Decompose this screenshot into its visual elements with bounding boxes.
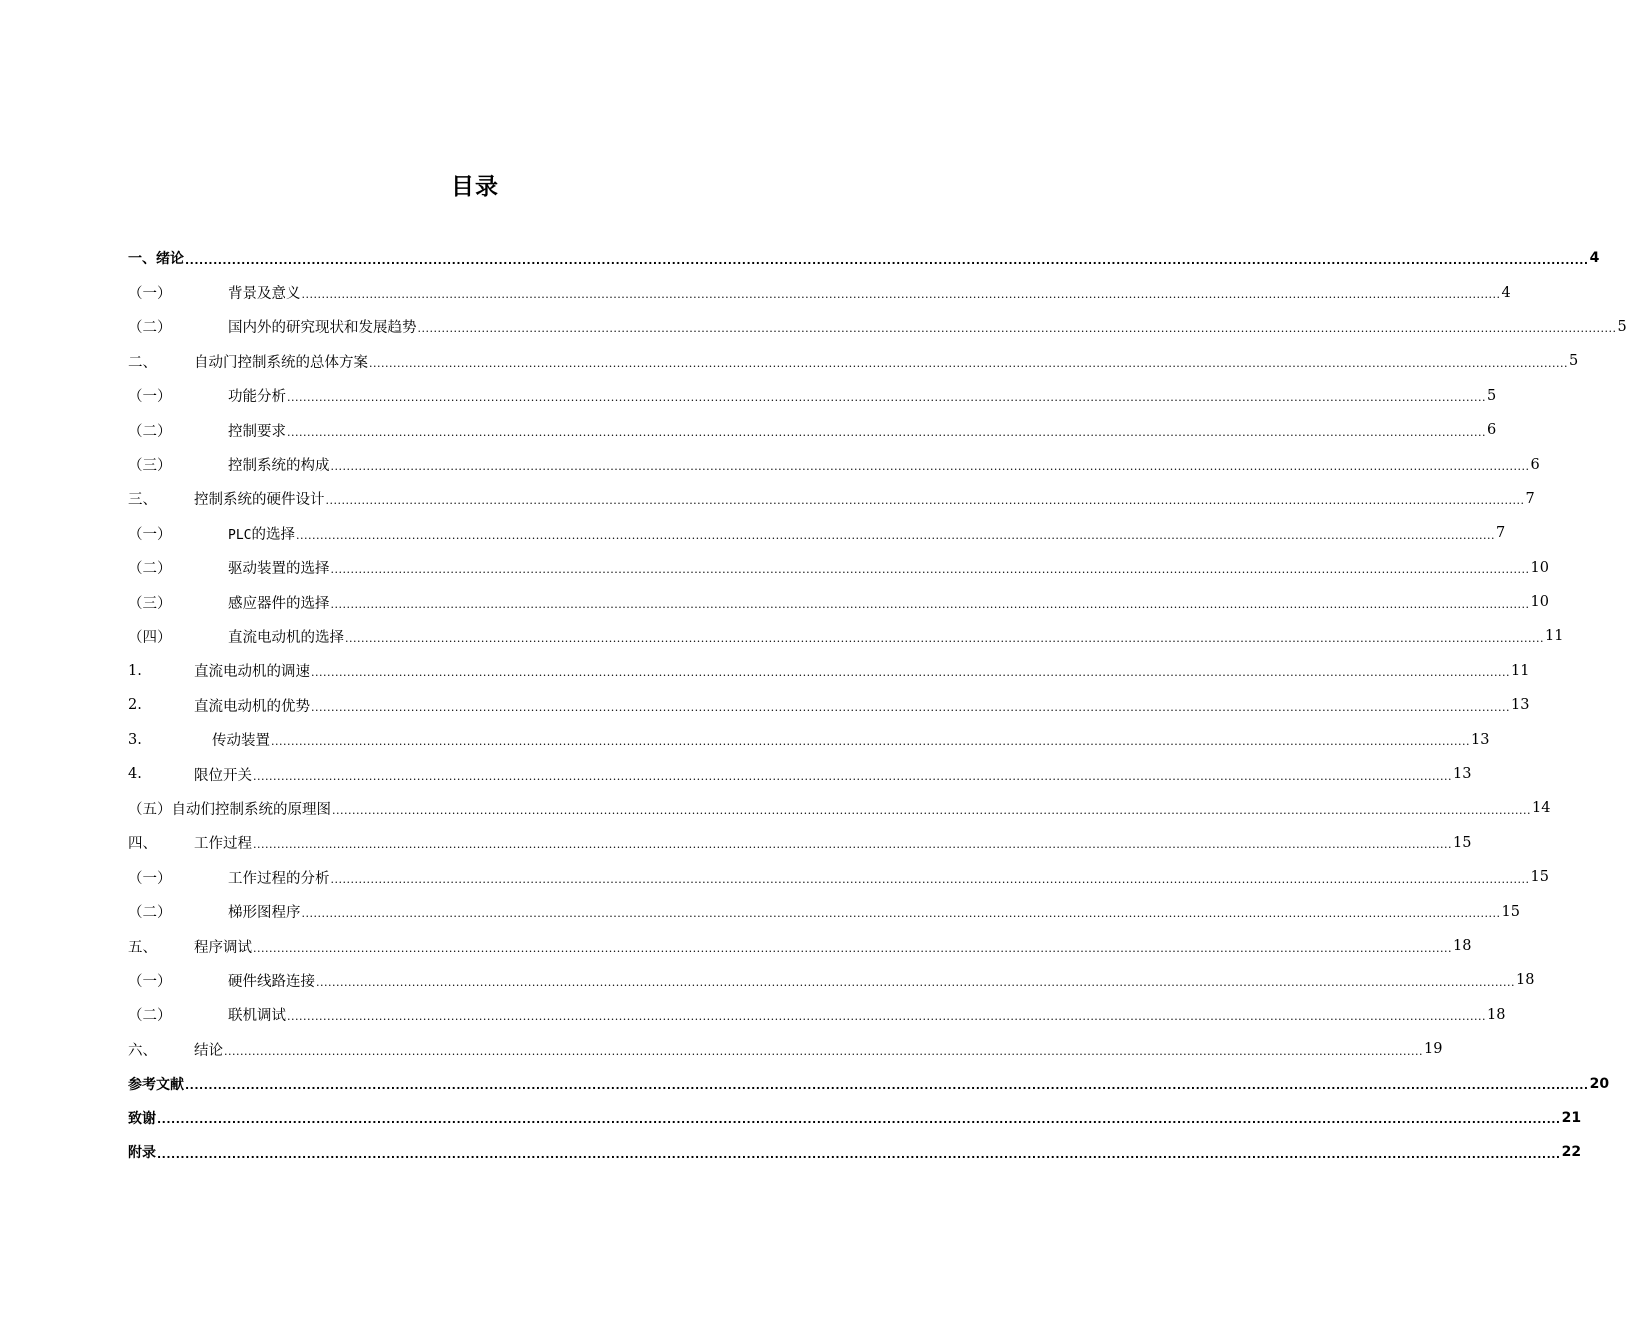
toc-entry-page-number: 10	[1530, 594, 1549, 611]
toc-entry-title: 感应器件的选择	[228, 595, 330, 612]
toc-entry[interactable]	[128, 413, 1497, 447]
toc-entry-page-number: 19	[1423, 1041, 1443, 1058]
toc-entry-page-number: 4	[1589, 250, 1600, 267]
dot-leader: ............................................................................................................................................................................................................................................................................................................	[330, 872, 1530, 886]
toc-entry-title: 附录	[128, 1145, 156, 1162]
dot-leader: ............................................................................................................................................................................................................................................................................................................	[311, 700, 1510, 714]
toc-entry-page-number: 14	[1531, 800, 1551, 817]
dot-leader: ............................................................................................................................................................................................................................................................................................................	[185, 1079, 1589, 1093]
toc-entry[interactable]	[128, 310, 1627, 344]
dot-leader: ............................................................................................................................................................................................................................................................................................................	[301, 907, 1501, 921]
dot-leader: ............................................................................................................................................................................................................................................................................................................	[253, 838, 1452, 852]
toc-entry-page-number: 5	[1486, 387, 1497, 404]
toc-entry[interactable]	[128, 1066, 1610, 1100]
dot-leader: ............................................................................................................................................................................................................................................................................................................	[330, 563, 1530, 577]
toc-entry[interactable]	[128, 379, 1497, 413]
toc-entry-title: 直流电动机的调速	[194, 664, 310, 681]
dot-leader: ............................................................................................................................................................................................................................................................................................................	[287, 1010, 1486, 1024]
toc-entry[interactable]	[128, 585, 1549, 619]
toc-entry-number: （三）	[128, 595, 172, 612]
toc-entry-title: 工作过程的分析	[228, 870, 330, 887]
toc-entry-number: 四、	[128, 836, 157, 853]
toc-entry-page-number: 4	[1501, 284, 1511, 301]
toc-entry-number: （二）	[128, 905, 172, 922]
toc-entry-title: 梯形图程序	[228, 905, 301, 922]
dot-leader: ............................................................................................................................................................................................................................................................................................................	[224, 1044, 1423, 1058]
toc-entry-title: 参考文献	[128, 1076, 184, 1093]
toc-entry-title: 功能分析	[228, 389, 286, 406]
toc-entry-title: 国内外的研究现状和发展趋势	[228, 320, 417, 337]
toc-entry[interactable]	[128, 929, 1472, 963]
toc-entry-page-number: 15	[1501, 903, 1520, 920]
toc-entry-title: 控制系统的构成	[228, 458, 330, 475]
toc-entry-title: 工作过程	[194, 836, 252, 853]
toc-entry[interactable]	[128, 1101, 1582, 1135]
toc-entry-page-number: 13	[1470, 731, 1490, 748]
toc-entry-number: 3.	[128, 731, 142, 748]
toc-entry[interactable]	[128, 688, 1530, 722]
dot-leader: ............................................................................................................................................................................................................................................................................................................	[157, 1113, 1561, 1127]
dot-leader: ............................................................................................................................................................................................................................................................................................................	[287, 425, 1486, 439]
toc-entry-page-number: 18	[1452, 938, 1472, 954]
toc-entry-number: 1.	[128, 662, 142, 679]
toc-entry-number: （一）	[128, 286, 172, 303]
toc-entry-number: 4.	[128, 766, 142, 783]
toc-entry-page-number: 7	[1495, 525, 1506, 542]
toc-entry[interactable]	[128, 998, 1506, 1032]
toc-entry-number: （一）	[128, 526, 172, 543]
toc-entry[interactable]	[128, 482, 1535, 516]
toc-entry-number: 三、	[128, 492, 157, 509]
toc-entry[interactable]	[128, 894, 1520, 928]
dot-leader: ............................................................................................................................................................................................................................................................................................................	[287, 391, 1486, 405]
dot-leader: ............................................................................................................................................................................................................................................................................................................	[330, 460, 1530, 474]
toc-entry[interactable]	[128, 722, 1490, 756]
toc-entry-number: （二）	[128, 423, 172, 440]
toc-entry-page-number: 18	[1515, 972, 1535, 989]
toc-entry[interactable]	[128, 447, 1540, 481]
toc-entry-title: 驱动装置的选择	[228, 561, 330, 578]
toc-entry[interactable]	[128, 516, 1506, 550]
toc-entry-page-number: 13	[1510, 697, 1530, 714]
toc-entry[interactable]	[128, 241, 1600, 275]
toc-entry[interactable]	[128, 344, 1579, 378]
toc-entry-number: 2.	[128, 697, 142, 714]
dot-leader: ............................................................................................................................................................................................................................................................................................................	[301, 288, 1501, 302]
toc-entry[interactable]	[128, 963, 1535, 997]
toc-entry[interactable]	[128, 1032, 1443, 1066]
toc-entry-title: 联机调试	[228, 1008, 286, 1025]
toc-entry-title: 传动装置	[212, 733, 270, 750]
toc-entry-title: 直流电动机的选择	[228, 629, 344, 646]
dot-leader: ............................................................................................................................................................................................................................................................................................................	[157, 1147, 1561, 1161]
toc-entry-page-number: 15	[1530, 869, 1549, 886]
dot-leader: ............................................................................................................................................................................................................................................................................................................	[330, 597, 1530, 611]
toc-entry-page-number: 7	[1525, 490, 1535, 507]
toc-entry-page-number: 11	[1544, 628, 1564, 645]
toc-entry-page-number: 22	[1561, 1144, 1582, 1161]
dot-leader: ............................................................................................................................................................................................................................................................................................................	[345, 631, 1544, 645]
dot-leader: ............................................................................................................................................................................................................................................................................................................	[295, 528, 1495, 542]
toc-entry[interactable]	[128, 1135, 1582, 1169]
toc-entry-page-number: 5	[1568, 353, 1579, 370]
toc-entry-title: 控制系统的硬件设计	[194, 492, 325, 509]
toc-entry-number: （二）	[128, 1008, 172, 1025]
toc-entry[interactable]	[128, 860, 1549, 894]
toc-entry-title: PLC的选择	[228, 526, 295, 543]
toc-entry-page-number: 6	[1486, 422, 1497, 439]
toc-entry-number: （二）	[128, 561, 172, 578]
toc-entry-page-number: 10	[1530, 559, 1549, 576]
toc-entry-page-number: 20	[1589, 1075, 1610, 1092]
dot-leader: ............................................................................................................................................................................................................................................................................................................	[417, 322, 1617, 336]
toc-entry-title: 硬件线路连接	[228, 973, 315, 990]
dot-leader: ............................................................................................................................................................................................................................................................................................................	[369, 356, 1568, 370]
dot-leader: ............................................................................................................................................................................................................................................................................................................	[332, 803, 1531, 817]
toc-entry-number: （一）	[128, 870, 172, 887]
toc-entry[interactable]	[128, 619, 1564, 653]
toc-entry[interactable]	[128, 757, 1472, 791]
toc-entry-page-number: 6	[1530, 456, 1540, 473]
dot-leader: ............................................................................................................................................................................................................................................................................................................	[325, 494, 1525, 508]
toc-entry-page-number: 11	[1510, 662, 1530, 679]
table-of-contents	[128, 241, 1627, 1170]
dot-leader: ............................................................................................................................................................................................................................................................................................................	[253, 769, 1452, 783]
toc-entry-number: （四）	[128, 629, 172, 646]
dot-leader: ............................................................................................................................................................................................................................................................................................................	[253, 941, 1452, 955]
toc-entry-title: 自动门控制系统的总体方案	[194, 354, 368, 371]
toc-entry[interactable]	[128, 551, 1549, 585]
toc-entry-page-number: 15	[1452, 834, 1472, 851]
toc-entry-title: 致谢	[128, 1110, 156, 1127]
dot-leader: ............................................................................................................................................................................................................................................................................................................	[271, 735, 1470, 749]
toc-entry-page-number: 18	[1486, 1006, 1506, 1023]
dot-leader: ............................................................................................................................................................................................................................................................................................................	[311, 666, 1510, 680]
toc-entry[interactable]	[128, 654, 1530, 688]
toc-entry-title: （五）自动们控制系统的原理图	[128, 801, 331, 818]
toc-entry[interactable]	[128, 826, 1472, 860]
toc-entry-number: （三）	[128, 458, 172, 475]
dot-leader: ............................................................................................................................................................................................................................................................................................................	[185, 253, 1589, 267]
toc-entry-title: 控制要求	[228, 423, 286, 440]
toc-entry[interactable]	[128, 791, 1551, 825]
toc-entry-number: 五、	[128, 939, 157, 956]
toc-entry-title: 程序调试	[194, 939, 252, 956]
toc-entry-number: （一）	[128, 389, 172, 406]
toc-entry-number: （一）	[128, 973, 172, 990]
toc-entry-number: 二、	[128, 354, 157, 371]
toc-entry-page-number: 5	[1617, 318, 1627, 335]
toc-entry-title: 背景及意义	[228, 286, 301, 303]
toc-entry-page-number: 13	[1452, 766, 1472, 783]
toc-entry-title: 一、绪论	[128, 251, 184, 268]
toc-entry-page-number: 21	[1561, 1109, 1582, 1126]
toc-entry-title: 限位开关	[194, 767, 252, 784]
dot-leader: ............................................................................................................................................................................................................................................................................................................	[316, 975, 1515, 989]
toc-entry[interactable]	[128, 275, 1511, 309]
toc-entry-title: 结论	[194, 1042, 223, 1059]
toc-entry-number: 六、	[128, 1042, 157, 1059]
toc-entry-title: 直流电动机的优势	[194, 698, 310, 715]
toc-entry-number: （二）	[128, 320, 172, 337]
page-title: 目录	[451, 174, 499, 200]
